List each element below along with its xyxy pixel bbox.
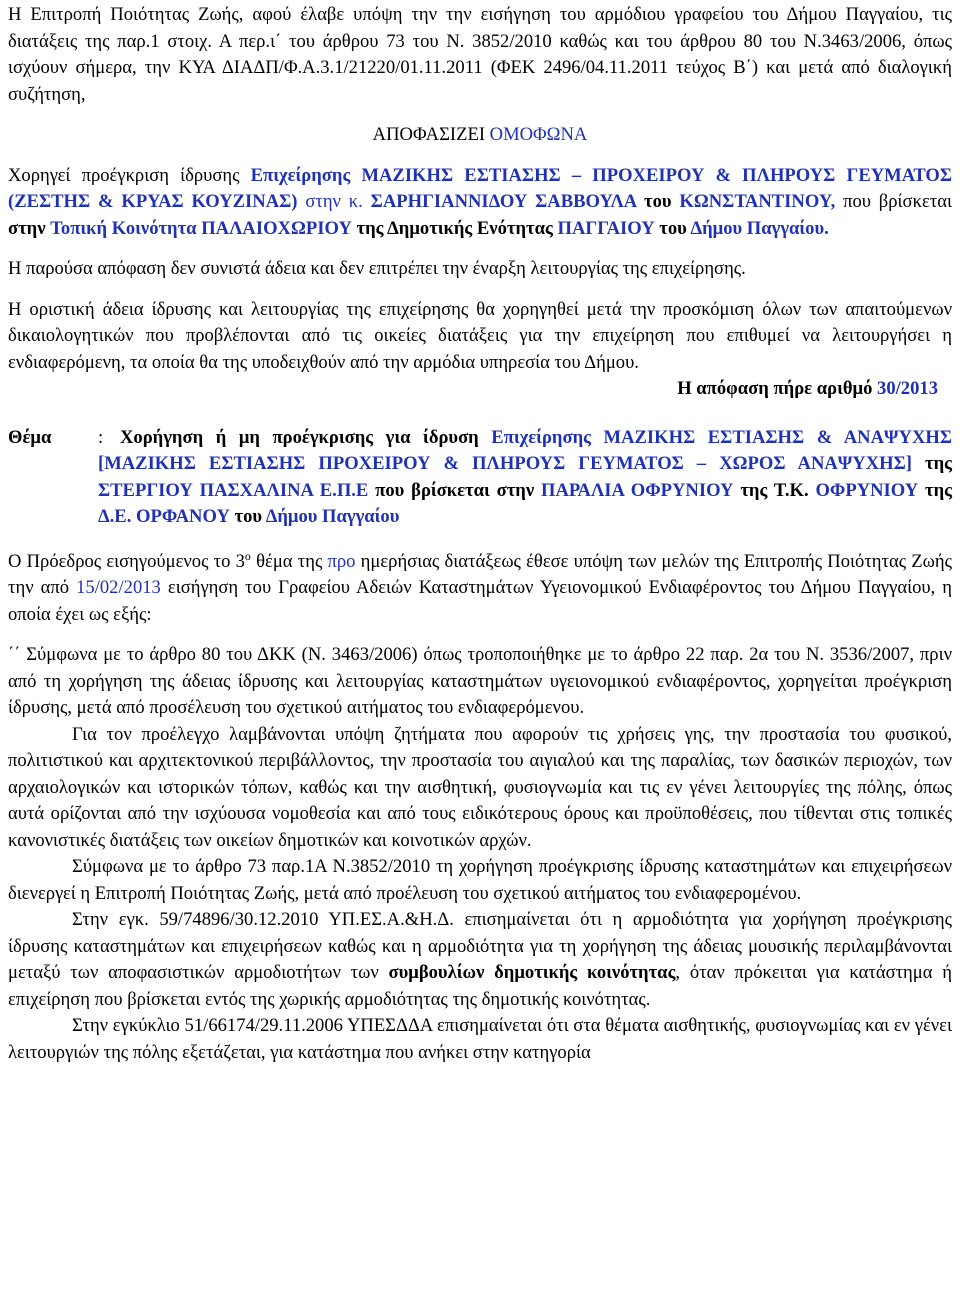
grant-of-municipal-text: της — [351, 217, 388, 239]
grant-of-text: του — [636, 191, 680, 212]
grant-municipal-unit-label: Δημοτικής Ενότητας — [387, 217, 558, 239]
subject-colon: : — [98, 426, 104, 448]
body-p4-lead: Στην εγκ. 59/74896/30.12.2010 ΥΠ.ΕΣ.Α.&Η.Δ. επισημαίνεται ότι η αρμοδιότητα για χορήγηση προέγκρισης ίδρυσης καταστημάτων και επιχειρήσεων καθώς και η αρμοδιότητα για τη χορήγηση της άδειας μουσικής περιλαμβάνονται μεταξύ των αποφασιστικών αρμοδιοτήτων των — [8, 909, 952, 983]
grant-owner-name: ΣΑΡΗΓΙΑΝΝΙΔΟΥ ΣΑΒΒΟΥΛΑ — [370, 191, 637, 212]
grant-to-text: στην κ. — [297, 191, 371, 212]
subject-of-text: της — [911, 453, 953, 474]
decision-number — [8, 376, 952, 403]
grant-business-type: Επιχείρησης ΜΑΖΙΚΗΣ ΕΣΤΙΑΣΗΣ – ΠΡΟΧΕΙΡΟΥ & ΠΛΗΡΟΥΣ ΓΕΥΜΑΤΟΣ (ΖΕΣΤΗΣ & ΚΡΥΑΣ ΚΟΥΖΙΝΑΣ) — [8, 164, 953, 212]
decision-heading-text: ΑΠΟΦΑΣΙΖΕΙ — [372, 124, 490, 145]
decision-heading — [8, 122, 952, 149]
report-pre-text: προ — [327, 550, 356, 572]
report-date: 15/02/2013 — [76, 577, 161, 598]
intro-paragraph: Η Επιτροπή Ποιότητας Ζωής, αφού έλαβε υπόψη την την εισήγηση του αρμόδιου γραφείου του Δήμου Παγγαίου, τις διατάξεις της παρ.1 στοιχ. Α περ.ι΄ του άρθρου 73 του Ν. 3852/2010 καθώς και του άρθρου 80 του Ν.3463/2006, όπως ισχύουν σήμερα, την ΚΥΑ ΔΙΑΔΠ/Φ.Α.3.1/21220/01.11.2011 (ΦΕΚ 2496/04.11.2011 τεύχος Β΄) και μετά από διαλογική συζήτηση, — [8, 4, 952, 105]
body-paragraph-5: Στην εγκύκλιο 51/66174/29.11.2006 ΥΠΕΣΔΔΑ επισημαίνεται ότι στα θέματα αισθητικής, φυσιογνωμίας και εν γένει λειτουργιών της πόλης εξετάζεται, για κατάστημα που ανήκει στην κατηγορία — [8, 1015, 952, 1063]
subject-located-text: που βρίσκεται στην — [368, 479, 541, 501]
grant-municipality-name: Δήμου Παγγαίου. — [690, 217, 829, 239]
report-middle-text: ημερήσιας διατάξεως έθεσε υπόψη των μελών της Επιτροπής Ποιότητας Ζωής την από — [8, 550, 952, 598]
body-paragraph-3: Σύμφωνα με το άρθρο 73 παρ.1Α Ν.3852/2010 τη χορήγηση προέγκρισης ίδρυσης καταστημάτων και επιχειρήσεων διενεργεί η Επιτροπή Ποιότητας Ζωής, μετά από προέλευση του σχετικού αιτήματος του ενδιαφερομένου. — [8, 856, 952, 904]
decision-note: Η παρούσα απόφαση δεν συνιστά άδεια και δεν επιτρέπει την έναρξη λειτουργίας της επιχείρησης. — [8, 258, 746, 279]
final-license-paragraph: Η οριστική άδεια ίδρυσης και λειτουργίας της επιχείρησης θα χορηγηθεί μετά την προσκόμιση όλων των απαιτούμενων δικαιολογητικών που προβλέπονται από τις οικείες διατάξεις για την επιχείρηση που επιθυμεί να λειτουργήσει η ενδιαφερόμενη, τα οποία θα της υποδειχθούν από την αρμόδια υπηρεσία του Δήμου. — [8, 298, 952, 373]
subject-lead: Χορήγηση ή μη προέγκρισης για ίδρυση — [120, 426, 492, 448]
body-p4-councils: συμβουλίων δημοτικής κοινότητας — [388, 962, 676, 983]
grant-of-municipality-text: του — [654, 217, 691, 239]
subject-business-type: Επιχείρησης ΜΑΖΙΚΗΣ ΕΣΤΙΑΣΗΣ & ΑΝΑΨΥΧΗΣ [ΜΑΖΙΚΗΣ ΕΣΤΙΑΣΗΣ ΠΡΟΧΕΙΡΟΥ & ΠΛΗΡΟΥΣ ΓΕΥΜΑΤΟΣ – ΧΩΡΟΣ ΑΝΑΨΥΧΗΣ] — [98, 426, 952, 474]
report-ordinal-sup: ο — [244, 548, 251, 563]
grant-lead-text: Χορηγεί προέγκριση ίδρυσης — [8, 164, 251, 186]
subject-block — [8, 425, 952, 531]
decision-number-value: 30/2013 — [877, 378, 938, 399]
report-lead: Ο Πρόεδρος εισηγούμενος το 3 — [8, 550, 245, 572]
decision-heading-unanimous: ΟΜΟΦΩΝΑ — [489, 124, 588, 145]
subject-municipality: Δήμου Παγγαίου — [265, 506, 400, 527]
subject-tk-text: της Τ.Κ. — [733, 479, 816, 501]
report-topic-text: θέμα της — [250, 550, 328, 572]
decision-number-label: Η απόφαση πήρε αριθμό — [677, 378, 878, 399]
subject-of-de-text: της — [918, 479, 953, 501]
chairman-report-paragraph — [8, 549, 952, 629]
grant-in-text: στην — [8, 217, 46, 239]
subject-location: ΠΑΡΑΛΙΑ ΟΦΡΥΝΙΟΥ — [541, 479, 734, 501]
body-p4-tail: , όταν πρόκειται για κατάστημα ή επιχείρηση που βρίσκεται εντός της χωρικής αρμοδιότητας της δημοτικής κοινότητας. — [8, 962, 952, 1010]
grant-father-name: ΚΩΝΣΤΑΝΤΙΝΟΥ, — [679, 191, 836, 212]
report-tail-text: εισήγηση του Γραφείου Αδειών Καταστημάτων Υγειονομικού Ενδιαφέροντος του Δήμου Παγγαίου, η οποία έχει ως εξής: — [8, 577, 952, 625]
grant-located-text: που βρίσκεται — [835, 191, 952, 212]
body-paragraph-1: ΄΄ Σύμφωνα με το άρθρο 80 του ΔΚΚ (Ν. 3463/2006) όπως τροποποιήθηκε με το άρθρο 22 παρ. 2α του Ν. 3536/2007, πριν από τη χορήγηση της άδειας ίδρυσης και λειτουργίας καταστημάτων υγειονομικού ενδιαφέροντος, χορηγείται προέγκριση ίδρυσης, μετά από προσέλευση του σχετικού αιτήματος του ενδιαφερόμενου. — [8, 644, 952, 718]
grant-community: Τοπική Κοινότητα ΠΑΛΑΙΟΧΩΡΙΟΥ — [50, 217, 352, 239]
decision-grant-paragraph — [8, 163, 952, 243]
body-paragraph-4 — [8, 907, 952, 1013]
subject-label: Θέμα — [8, 426, 52, 448]
subject-community: ΟΦΡΥΝΙΟΥ — [815, 479, 919, 501]
subject-municipal-unit: Δ.Ε. ΟΡΦΑΝΟΥ — [98, 506, 230, 527]
subject-text — [98, 425, 952, 531]
grant-municipal-unit-name: ΠΑΓΓΑΙΟΥ — [557, 217, 655, 239]
subject-company-name: ΣΤΕΡΓΙΟΥ ΠΑΣΧΑΛΙΝΑ Ε.Π.Ε — [98, 479, 369, 501]
subject-of-municipality-text: του — [229, 506, 266, 527]
body-paragraph-2: Για τον προέλεγχο λαμβάνονται υπόψη ζητήματα που αφορούν τις χρήσεις γης, την προστασία του φυσικού, πολιτιστικού και αρχιτεκτονικού περιβάλλοντος, την προστασία του αιγιαλού και της παραλίας, των δασικών περιοχών, των αρχαιολογικών και ιστορικών τόπων, καθώς και την αισθητική, φυσιογνωμία και τις εν γένει λειτουργίες της πόλης, όπως αυτά ορίζονται από την ισχύουσα νομοθεσία και από τους ειδικότερους όρους και προϋποθέσεις, που τίθενται στις τοπικές κανονιστικές διατάξεις των οικείων δημοτικών και κοινοτικών αρχών. — [8, 723, 952, 851]
